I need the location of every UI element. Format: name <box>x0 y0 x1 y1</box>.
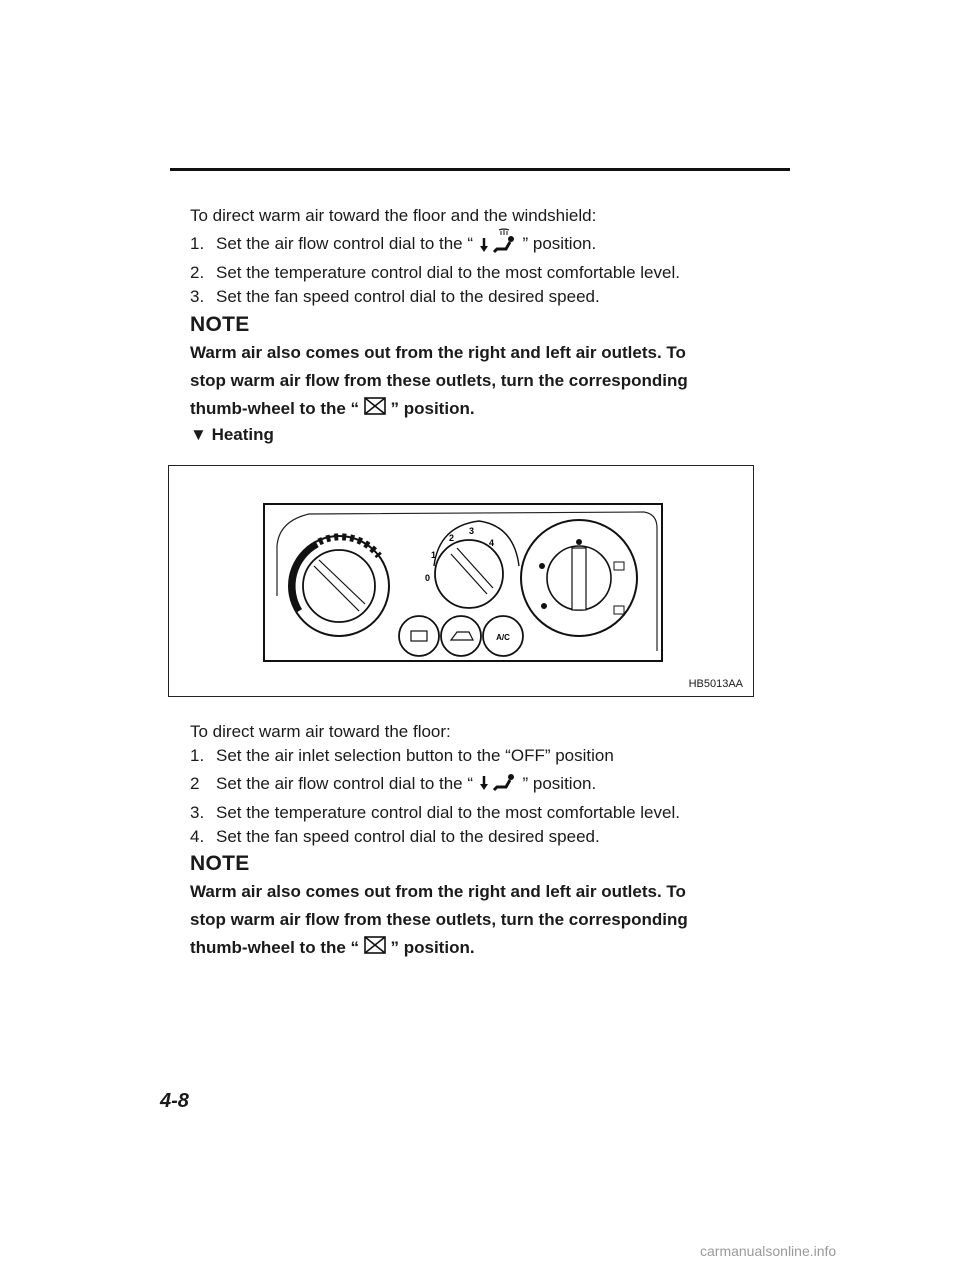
top-rule <box>170 168 790 171</box>
floor-defrost-mode-icon <box>478 228 518 261</box>
section1-step-2: 2. Set the temperature control dial to the most comfortable level. <box>190 263 680 282</box>
note-1-heading: NOTE <box>190 313 250 336</box>
closed-outlet-icon <box>364 396 386 424</box>
section2-step-4: 4. Set the fan speed control dial to the desired speed. <box>190 827 600 846</box>
note-2-line-3: thumb-wheel to the “ ” position. <box>190 934 770 963</box>
section-floor-windshield <box>190 204 770 309</box>
fan-label-4: 4 <box>489 538 495 548</box>
floor-mode-icon <box>478 768 518 801</box>
fan-label-1: 1 <box>431 550 437 560</box>
heating-heading <box>190 425 770 445</box>
section2-step-2: 2 Set the air flow control dial to the “ ” position. <box>190 768 770 801</box>
closed-outlet-icon <box>364 935 386 963</box>
fan-label-2: 2 <box>449 533 455 543</box>
note-1 <box>190 313 770 424</box>
section2-intro: To direct warm air toward the floor: <box>190 722 451 741</box>
heater-control-panel-figure <box>168 465 754 697</box>
page-number: 4-8 <box>160 1090 189 1112</box>
note-2-line-1: Warm air also comes out from the right and left air outlets. To <box>190 882 686 901</box>
section-floor <box>190 720 770 849</box>
note-2-line-2: stop warm air flow from these outlets, turn the corresponding <box>190 910 688 929</box>
note-1-line-1: Warm air also comes out from the right and left air outlets. To <box>190 343 686 362</box>
ac-button-label: A/C <box>496 633 510 642</box>
heading-title: Heating <box>211 425 274 444</box>
triangle-marker-icon: ▼ <box>190 425 207 444</box>
watermark: carmanualsonline.info <box>700 1243 837 1259</box>
fan-label-3: 3 <box>469 526 475 536</box>
figure-code: HB5013AA <box>688 678 743 690</box>
note-1-line-2: stop warm air flow from these outlets, turn the corresponding <box>190 371 688 390</box>
note-2 <box>190 852 770 963</box>
note-1-line-3: thumb-wheel to the “ ” position. <box>190 395 770 424</box>
fan-label-0: 0 <box>425 573 431 583</box>
section1-step-3: 3. Set the fan speed control dial to the desired speed. <box>190 287 600 306</box>
note-2-heading: NOTE <box>190 852 250 875</box>
section2-step-3: 3. Set the temperature control dial to the most comfortable level. <box>190 803 680 822</box>
control-panel-illustration <box>169 466 752 695</box>
section1-step-1: 1. Set the air flow control dial to the “ ” position. <box>190 228 770 261</box>
section2-step-1: 1. Set the air inlet selection button to the “OFF” position <box>190 746 614 765</box>
section1-intro: To direct warm air toward the floor and the windshield: <box>190 206 597 225</box>
